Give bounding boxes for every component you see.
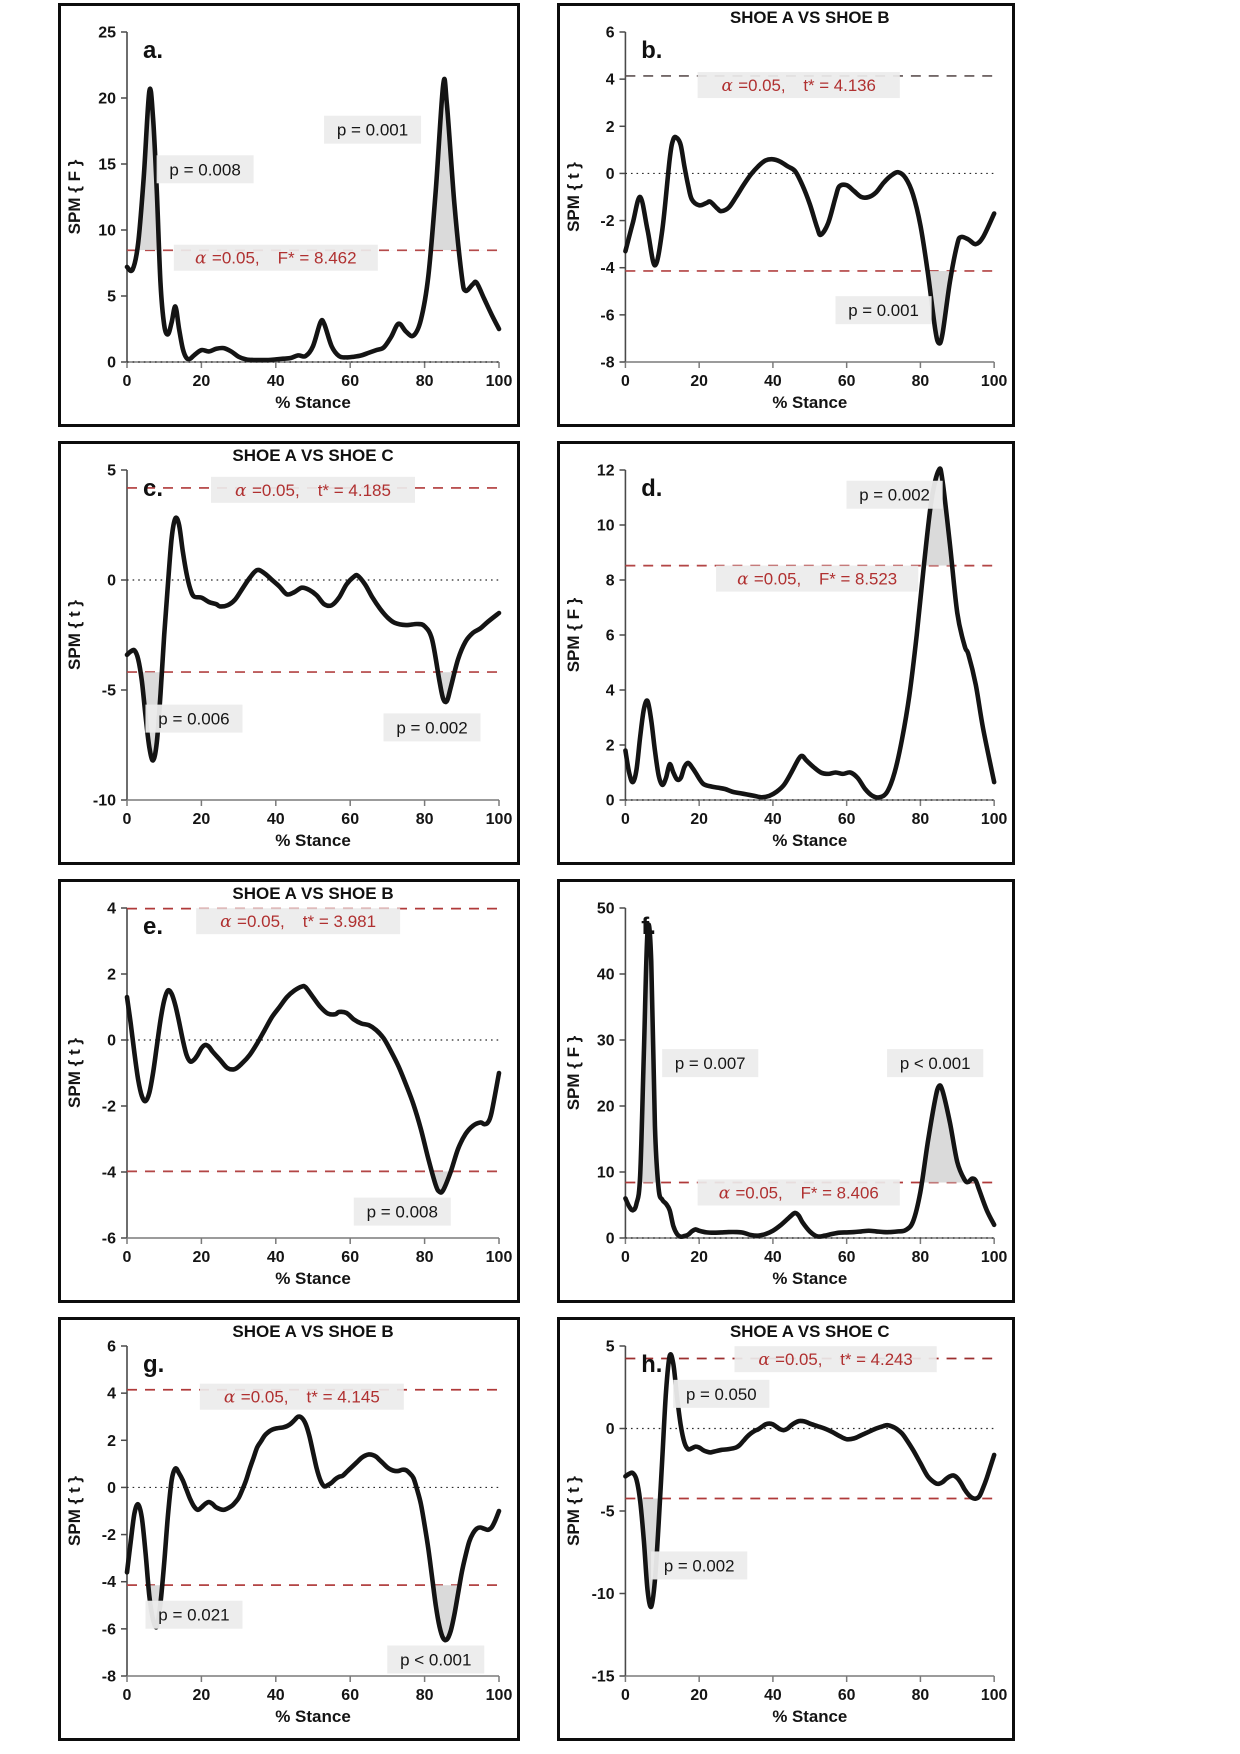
panel-letter: c. bbox=[143, 475, 164, 502]
y-tick-label: 0 bbox=[605, 792, 615, 810]
y-tick-label: 20 bbox=[596, 1098, 615, 1116]
x-axis-label: % Stance bbox=[772, 392, 848, 413]
x-tick-label: 100 bbox=[485, 373, 513, 390]
x-tick-label: 20 bbox=[192, 811, 211, 828]
x-tick-label: 60 bbox=[341, 1249, 360, 1266]
p-value-label: p = 0.002 bbox=[396, 718, 468, 738]
alpha-threshold-label: α =0.05, t* = 4.145 bbox=[223, 1387, 380, 1408]
panel-letter: h. bbox=[641, 1350, 663, 1379]
alpha-threshold-label: α =0.05, t* = 4.185 bbox=[235, 480, 391, 501]
p-value-label: p = 0.006 bbox=[158, 709, 230, 729]
y-tick-label: 0 bbox=[107, 1032, 116, 1050]
panel-e bbox=[58, 879, 520, 1303]
y-tick-label: -6 bbox=[101, 1230, 116, 1248]
y-tick-label: 0 bbox=[605, 1230, 615, 1248]
y-tick-label: 5 bbox=[107, 288, 116, 306]
y-tick-label: 15 bbox=[98, 156, 116, 174]
chart-title: SHOE A VS SHOE B bbox=[729, 7, 890, 28]
x-axis-label: % Stance bbox=[772, 830, 848, 851]
x-tick-label: 20 bbox=[690, 372, 708, 391]
chart-title: SHOE A VS SHOE C bbox=[232, 446, 394, 465]
chart-c-svg bbox=[61, 444, 517, 862]
y-tick-label: 5 bbox=[107, 462, 116, 480]
x-tick-label: 100 bbox=[485, 1249, 513, 1266]
chart-title: SHOE A VS SHOE C bbox=[729, 1321, 890, 1342]
x-axis-label: % Stance bbox=[275, 1269, 351, 1288]
chart-a-svg bbox=[61, 6, 517, 424]
y-axis-label: SPM { t } bbox=[563, 162, 583, 232]
panel-g bbox=[58, 1317, 520, 1741]
x-tick-label: 40 bbox=[764, 1686, 782, 1705]
alpha-threshold-label: α =0.05, t* = 4.136 bbox=[721, 74, 876, 96]
chart-f-svg bbox=[560, 882, 1012, 1300]
significant-region bbox=[127, 79, 499, 360]
y-tick-label: 4 bbox=[605, 682, 615, 700]
y-tick-label: -10 bbox=[92, 792, 116, 810]
x-axis-label: % Stance bbox=[275, 831, 351, 850]
chart-title: SHOE A VS SHOE B bbox=[232, 884, 394, 903]
x-axis-label: % Stance bbox=[275, 393, 351, 412]
x-tick-label: 0 bbox=[122, 1687, 132, 1704]
y-tick-label: 10 bbox=[98, 222, 116, 240]
y-tick-label: -2 bbox=[101, 1098, 116, 1116]
x-tick-label: 20 bbox=[192, 1687, 211, 1704]
y-axis-label: SPM { F } bbox=[65, 159, 84, 235]
y-tick-label: 0 bbox=[605, 165, 615, 183]
y-tick-label: -8 bbox=[101, 1668, 116, 1686]
p-value-label: p = 0.021 bbox=[158, 1605, 230, 1625]
chart-title: SHOE A VS SHOE B bbox=[232, 1322, 394, 1341]
chart-e-svg bbox=[61, 882, 517, 1300]
x-tick-label: 60 bbox=[837, 1686, 856, 1705]
x-tick-label: 80 bbox=[415, 1249, 434, 1266]
x-tick-label: 40 bbox=[266, 811, 285, 828]
x-tick-label: 0 bbox=[621, 810, 630, 829]
y-tick-label: -5 bbox=[101, 682, 116, 700]
y-tick-label: 2 bbox=[107, 1432, 116, 1450]
y-tick-label: -4 bbox=[101, 1574, 116, 1592]
x-tick-label: 60 bbox=[341, 1687, 360, 1704]
panel-b bbox=[557, 3, 1015, 427]
y-tick-label: 0 bbox=[107, 1479, 116, 1497]
y-tick-label: 0 bbox=[107, 572, 116, 590]
x-tick-label: 0 bbox=[122, 811, 132, 828]
x-tick-label: 80 bbox=[415, 373, 434, 390]
x-axis-label: % Stance bbox=[772, 1706, 848, 1727]
x-tick-label: 60 bbox=[837, 372, 856, 391]
x-tick-label: 40 bbox=[266, 373, 285, 390]
x-tick-label: 0 bbox=[122, 373, 132, 390]
y-axis-label: SPM { t } bbox=[65, 1038, 84, 1108]
panel-letter: b. bbox=[641, 36, 663, 65]
y-tick-label: -8 bbox=[600, 354, 615, 372]
y-tick-label: -6 bbox=[600, 307, 615, 325]
x-tick-label: 60 bbox=[837, 1248, 856, 1267]
chart-h-svg bbox=[560, 1320, 1012, 1738]
alpha-threshold-label: α =0.05, F* = 8.406 bbox=[718, 1182, 879, 1203]
y-tick-label: 50 bbox=[596, 900, 615, 918]
x-tick-label: 80 bbox=[911, 1248, 930, 1267]
x-tick-label: 100 bbox=[980, 810, 1008, 829]
y-axis-label: SPM { F } bbox=[563, 1035, 583, 1111]
y-axis-label: SPM { t } bbox=[65, 1476, 84, 1546]
x-tick-label: 0 bbox=[621, 372, 630, 391]
panel-letter: e. bbox=[143, 913, 164, 940]
p-value-label: p = 0.002 bbox=[663, 1556, 735, 1576]
p-value-label: p < 0.001 bbox=[400, 1650, 472, 1670]
x-tick-label: 80 bbox=[911, 372, 930, 391]
p-value-label: p = 0.001 bbox=[336, 120, 409, 140]
spm-curve bbox=[127, 986, 499, 1193]
chart-b-svg bbox=[560, 6, 1012, 424]
y-tick-label: -15 bbox=[591, 1668, 615, 1686]
x-axis-label: % Stance bbox=[772, 1268, 848, 1289]
x-tick-label: 20 bbox=[192, 1249, 211, 1266]
y-tick-label: -2 bbox=[101, 1527, 116, 1545]
x-axis-label: % Stance bbox=[275, 1707, 351, 1726]
y-axis-label: SPM { t } bbox=[65, 600, 84, 670]
x-tick-label: 100 bbox=[980, 372, 1008, 391]
chart-g-svg bbox=[61, 1320, 517, 1738]
y-tick-label: -6 bbox=[101, 1621, 116, 1639]
y-tick-label: 2 bbox=[605, 118, 615, 136]
y-tick-label: 4 bbox=[605, 71, 615, 89]
x-tick-label: 40 bbox=[764, 372, 782, 391]
alpha-threshold-label: α =0.05, t* = 3.981 bbox=[220, 912, 377, 933]
p-value-label: p = 0.001 bbox=[848, 301, 919, 321]
y-axis-label: SPM { F } bbox=[563, 597, 583, 673]
p-value-label: p = 0.050 bbox=[685, 1384, 757, 1404]
y-tick-label: 8 bbox=[605, 572, 615, 590]
x-tick-label: 20 bbox=[690, 810, 708, 829]
x-tick-label: 80 bbox=[911, 810, 930, 829]
x-tick-label: 20 bbox=[690, 1248, 708, 1267]
panel-d bbox=[557, 441, 1015, 865]
y-tick-label: 40 bbox=[596, 966, 615, 984]
alpha-threshold-label: α =0.05, t* = 4.243 bbox=[758, 1349, 913, 1370]
x-tick-label: 40 bbox=[266, 1249, 285, 1266]
y-tick-label: 5 bbox=[605, 1338, 615, 1356]
significant-region bbox=[625, 469, 994, 798]
spm-figure-grid bbox=[58, 3, 1015, 1741]
alpha-threshold-label: α =0.05, F* = 8.523 bbox=[737, 568, 898, 589]
x-tick-label: 40 bbox=[764, 810, 782, 829]
p-value-label: p = 0.007 bbox=[674, 1054, 746, 1074]
y-tick-label: -2 bbox=[600, 213, 615, 231]
y-tick-label: 12 bbox=[596, 462, 615, 480]
y-tick-label: 10 bbox=[596, 517, 615, 535]
y-tick-label: 25 bbox=[98, 24, 116, 42]
x-tick-label: 80 bbox=[415, 811, 434, 828]
y-tick-label: 2 bbox=[605, 737, 615, 755]
x-tick-label: 80 bbox=[911, 1686, 930, 1705]
y-tick-label: -10 bbox=[591, 1585, 615, 1604]
panel-f bbox=[557, 879, 1015, 1303]
significant-region bbox=[127, 986, 499, 1193]
x-tick-label: 40 bbox=[266, 1687, 285, 1704]
y-tick-label: 20 bbox=[98, 90, 116, 108]
x-tick-label: 60 bbox=[341, 373, 360, 390]
p-value-label: p < 0.001 bbox=[899, 1054, 971, 1074]
y-tick-label: 0 bbox=[107, 354, 116, 372]
y-tick-label: 10 bbox=[596, 1164, 615, 1182]
x-tick-label: 0 bbox=[621, 1686, 630, 1705]
x-tick-label: 80 bbox=[415, 1687, 434, 1704]
x-tick-label: 20 bbox=[690, 1686, 708, 1705]
y-axis-label: SPM { t } bbox=[563, 1476, 583, 1546]
panel-letter: a. bbox=[143, 37, 164, 64]
y-tick-label: 0 bbox=[605, 1420, 615, 1439]
y-tick-label: 2 bbox=[107, 966, 116, 984]
x-tick-label: 0 bbox=[621, 1248, 630, 1267]
panel-letter: d. bbox=[641, 474, 663, 503]
y-tick-label: -4 bbox=[600, 260, 615, 278]
panel-letter: f. bbox=[641, 912, 656, 941]
panel-h bbox=[557, 1317, 1015, 1741]
y-tick-label: 6 bbox=[605, 24, 615, 42]
y-tick-label: 6 bbox=[605, 627, 615, 645]
x-tick-label: 60 bbox=[837, 810, 856, 829]
panel-letter: g. bbox=[143, 1351, 165, 1378]
x-tick-label: 100 bbox=[980, 1686, 1008, 1705]
y-tick-label: 6 bbox=[107, 1338, 116, 1356]
x-tick-label: 100 bbox=[485, 1687, 513, 1704]
chart-d-svg bbox=[560, 444, 1012, 862]
alpha-threshold-label: α =0.05, F* = 8.462 bbox=[195, 248, 357, 269]
panel-a bbox=[58, 3, 520, 427]
x-tick-label: 40 bbox=[764, 1248, 782, 1267]
x-tick-label: 60 bbox=[341, 811, 360, 828]
y-tick-label: 4 bbox=[107, 900, 116, 918]
x-tick-label: 20 bbox=[192, 373, 211, 390]
y-tick-label: -5 bbox=[600, 1503, 615, 1521]
p-value-label: p = 0.008 bbox=[366, 1202, 438, 1222]
x-tick-label: 100 bbox=[485, 811, 513, 828]
y-tick-label: 4 bbox=[107, 1385, 116, 1403]
p-value-label: p = 0.008 bbox=[169, 160, 241, 180]
significant-region bbox=[625, 137, 994, 343]
y-tick-label: -4 bbox=[101, 1164, 116, 1182]
x-tick-label: 100 bbox=[980, 1248, 1008, 1267]
y-tick-label: 30 bbox=[596, 1032, 615, 1050]
panel-c bbox=[58, 441, 520, 865]
p-value-label: p = 0.002 bbox=[859, 485, 930, 505]
x-tick-label: 0 bbox=[122, 1249, 132, 1266]
